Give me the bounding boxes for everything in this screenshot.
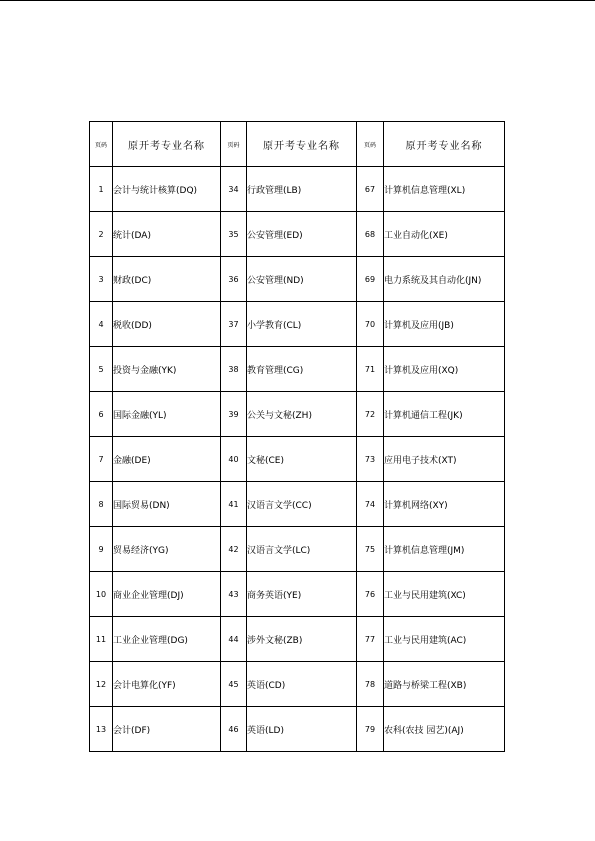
page-code-cell: 2	[90, 212, 113, 257]
major-name-cell: 计算机信息管理(XL)	[384, 167, 505, 212]
page-code-cell: 39	[221, 392, 247, 437]
major-name-cell: 电力系统及其自动化(JN)	[384, 257, 505, 302]
page-code-cell: 35	[221, 212, 247, 257]
major-code-table	[89, 121, 505, 752]
page-code-cell: 40	[221, 437, 247, 482]
table-body	[90, 167, 505, 752]
major-name-cell: 贸易经济(YG)	[113, 527, 221, 572]
major-name-cell: 投资与金融(YK)	[113, 347, 221, 392]
page-code-cell: 8	[90, 482, 113, 527]
page-code-cell: 44	[221, 617, 247, 662]
page-code-cell: 9	[90, 527, 113, 572]
major-name-cell: 公关与文秘(ZH)	[247, 392, 357, 437]
major-name-cell: 工业企业管理(DG)	[113, 617, 221, 662]
major-name-cell: 汉语言文学(LC)	[247, 527, 357, 572]
page-code-cell: 4	[90, 302, 113, 347]
table-row	[90, 662, 505, 707]
major-name-cell: 小学教育(CL)	[247, 302, 357, 347]
table-row	[90, 527, 505, 572]
major-name-cell: 行政管理(LB)	[247, 167, 357, 212]
major-name-cell: 英语(CD)	[247, 662, 357, 707]
major-name-cell: 公安管理(ED)	[247, 212, 357, 257]
major-name-cell: 文秘(CE)	[247, 437, 357, 482]
table-row	[90, 617, 505, 662]
major-name-cell: 教育管理(CG)	[247, 347, 357, 392]
major-name-cell: 统计(DA)	[113, 212, 221, 257]
page-code-cell: 13	[90, 707, 113, 752]
page-code-cell: 1	[90, 167, 113, 212]
header-name: 原开考专业名称	[247, 122, 357, 167]
page-code-cell: 36	[221, 257, 247, 302]
major-name-cell: 计算机及应用(XQ)	[384, 347, 505, 392]
major-name-cell: 公安管理(ND)	[247, 257, 357, 302]
page-code-cell: 7	[90, 437, 113, 482]
page-code-cell: 11	[90, 617, 113, 662]
page-code-cell: 45	[221, 662, 247, 707]
page-code-cell: 46	[221, 707, 247, 752]
table-row	[90, 437, 505, 482]
page-code-cell: 68	[357, 212, 384, 257]
page-code-cell: 10	[90, 572, 113, 617]
table-row	[90, 707, 505, 752]
table-row	[90, 482, 505, 527]
table-row	[90, 212, 505, 257]
major-name-cell: 商务英语(YE)	[247, 572, 357, 617]
major-name-cell: 国际金融(YL)	[113, 392, 221, 437]
page-code-cell: 6	[90, 392, 113, 437]
page-code-cell: 79	[357, 707, 384, 752]
major-name-cell: 国际贸易(DN)	[113, 482, 221, 527]
header-name: 原开考专业名称	[384, 122, 505, 167]
major-name-cell: 计算机及应用(JB)	[384, 302, 505, 347]
major-name-cell: 农科(农技 园艺)(AJ)	[384, 707, 505, 752]
major-name-cell: 会计与统计核算(DQ)	[113, 167, 221, 212]
table-row	[90, 302, 505, 347]
table-row	[90, 257, 505, 302]
major-name-cell: 工业自动化(XE)	[384, 212, 505, 257]
page-code-cell: 3	[90, 257, 113, 302]
page-code-cell: 5	[90, 347, 113, 392]
page-code-cell: 76	[357, 572, 384, 617]
page-code-cell: 37	[221, 302, 247, 347]
table-row	[90, 572, 505, 617]
page-code-cell: 70	[357, 302, 384, 347]
table-row	[90, 347, 505, 392]
major-name-cell: 工业与民用建筑(XC)	[384, 572, 505, 617]
major-name-cell: 税收(DD)	[113, 302, 221, 347]
page-code-cell: 34	[221, 167, 247, 212]
page-code-cell: 72	[357, 392, 384, 437]
page-code-cell: 67	[357, 167, 384, 212]
header-code: 页码	[90, 122, 113, 167]
major-name-cell: 工业与民用建筑(AC)	[384, 617, 505, 662]
major-name-cell: 会计(DF)	[113, 707, 221, 752]
major-name-cell: 金融(DE)	[113, 437, 221, 482]
page-code-cell: 41	[221, 482, 247, 527]
table-header-row	[90, 122, 505, 167]
page-code-cell: 78	[357, 662, 384, 707]
top-rule	[0, 0, 595, 1]
major-name-cell: 道路与桥梁工程(XB)	[384, 662, 505, 707]
page-code-cell: 69	[357, 257, 384, 302]
major-name-cell: 会计电算化(YF)	[113, 662, 221, 707]
page-code-cell: 38	[221, 347, 247, 392]
major-name-cell: 计算机通信工程(JK)	[384, 392, 505, 437]
major-name-cell: 财政(DC)	[113, 257, 221, 302]
major-name-cell: 应用电子技术(XT)	[384, 437, 505, 482]
page-code-cell: 43	[221, 572, 247, 617]
page-code-cell: 71	[357, 347, 384, 392]
header-code: 页码	[221, 122, 247, 167]
major-name-cell: 汉语言文学(CC)	[247, 482, 357, 527]
major-name-cell: 英语(LD)	[247, 707, 357, 752]
major-name-cell: 商业企业管理(DJ)	[113, 572, 221, 617]
table-row	[90, 392, 505, 437]
page-code-cell: 74	[357, 482, 384, 527]
header-name: 原开考专业名称	[113, 122, 221, 167]
header-code: 页码	[357, 122, 384, 167]
page-code-cell: 75	[357, 527, 384, 572]
table-row	[90, 167, 505, 212]
page-code-cell: 42	[221, 527, 247, 572]
major-name-cell: 计算机信息管理(JM)	[384, 527, 505, 572]
page-code-cell: 77	[357, 617, 384, 662]
page-code-cell: 12	[90, 662, 113, 707]
major-name-cell: 计算机网络(XY)	[384, 482, 505, 527]
major-name-cell: 涉外文秘(ZB)	[247, 617, 357, 662]
page-code-cell: 73	[357, 437, 384, 482]
